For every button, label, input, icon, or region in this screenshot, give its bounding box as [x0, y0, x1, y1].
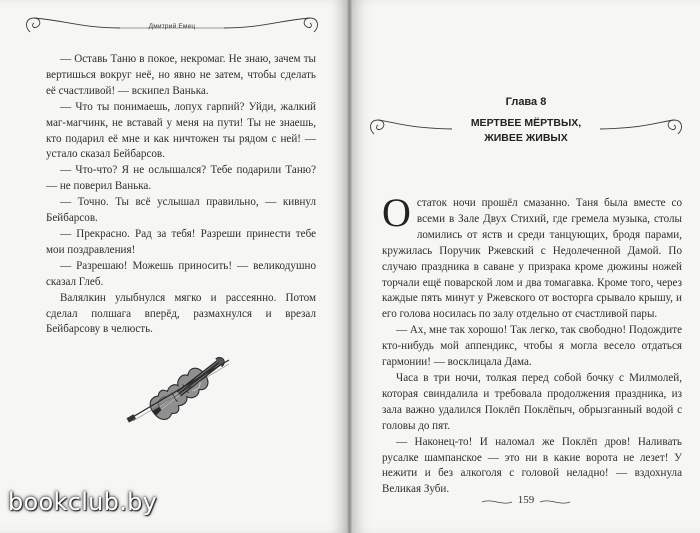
paragraph: [382, 190, 682, 323]
paragraph: Валялкин улыбнулся мягко и рассеянно. Потом сделал полшага вперёд, размахнулся и врезал Бейбарсову в челюсть.: [46, 291, 316, 336]
chapter-title-line: МЕРТВЕЕ МЁРТВЫХ,: [470, 117, 582, 129]
paragraph-body: статок ночи прошёл смазанно. Таня была вместе со всеми в Зале Двух Стихий, где гремела музыка, столы ломились от яств и среди танцующих, бродя парами, кружилась Поручик Ржевский с Недолеченной Дамой. По случаю праздника в саване у призрака кроме дюжины ножей торчали ещё поварской лом и два томагавка. Кроме того, через каждые пять минут у Ржевского от восторга срывало крышу, и его голова носилась по залу отдельно от счастливой пары.: [382, 197, 682, 321]
page-number-area: [478, 494, 574, 510]
page-header-ornament: [22, 10, 322, 44]
paragraph: — Точно. Ты всё услышал правильно, — кивнул Бейбарсов.: [46, 196, 316, 225]
left-page-text: [46, 52, 316, 338]
paragraph: Часа в три ночи, толкая перед собой бочку с Милмолей, которая свиндалила и требовала продолжения праздника, из зала важно удалился Поклёп Поклёпыч, обрызганный водой с головы до пят.: [382, 371, 682, 432]
right-page: [352, 0, 700, 533]
page-number: 159: [517, 494, 535, 506]
paragraph: — Ах, мне так хорошо! Так легко, так свободно! Подождите кто-нибудь мой аппендикс, чтобы я могла весело отдаться гармонии! — восклицала Дама.: [382, 324, 682, 369]
right-page-text: [382, 190, 682, 498]
chapter-title-line: ЖИВЕЕ ЖИВЫХ: [484, 132, 568, 144]
paragraph: — Наконец-то! И наломал же Поклёп дров! Наливать русалке шампанское — это ни в какие ворота не лезет! У нежити и без алкоголя с головой неладно! — вздохнула Великая Зуби.: [382, 435, 682, 496]
drop-cap: О: [382, 190, 411, 235]
left-page: [0, 0, 347, 533]
paragraph: — Что-что? Я не ослышался? Тебе подарили Таню? — не поверил Ванька.: [46, 164, 316, 193]
chapter-label: Глава 8: [505, 96, 547, 108]
paragraph: — Разрешаю! Можешь приносить! — великодушно сказал Глеб.: [46, 259, 316, 288]
chapter-title: [352, 116, 700, 146]
paragraph: — Прекрасно. Рад за тебя! Разреши принести тебе мои поздравления!: [46, 227, 316, 256]
paragraph: — Оставь Таню в покое, некромаг. Не знаю, зачем ты вертишься вокруг неё, но явно не затем, чтобы сделать её счастливой! — вскипел Ванька.: [46, 53, 316, 97]
running-head: Дмитрий Емец: [148, 23, 196, 30]
violin-illustration: [125, 348, 235, 438]
paragraph: — Что ты понимаешь, лопух гарпий? Уйди, жалкий маг-магчинк, не вставай у меня на пути! Ты не знаешь, кто подарил её мне и как ничтожен ты рядом с ней! — устало сказал Бейбарсов.: [46, 100, 316, 161]
site-watermark: bookclub.by: [8, 488, 158, 516]
